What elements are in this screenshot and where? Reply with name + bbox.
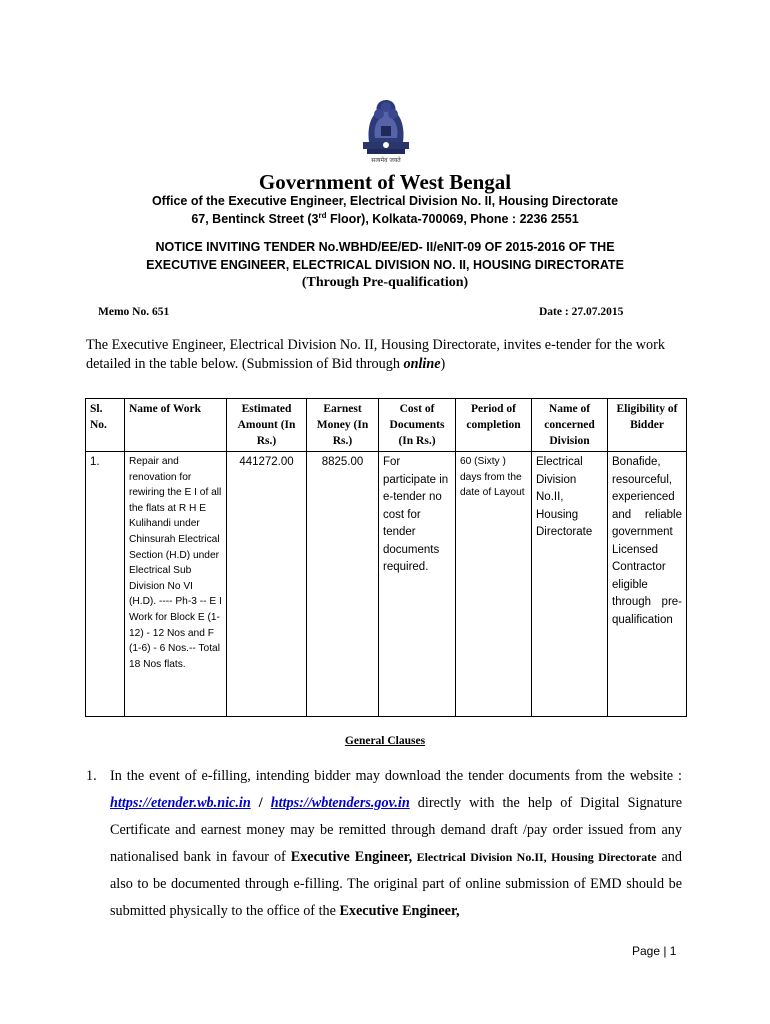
memo-date: Date : 27.07.2015: [539, 306, 624, 318]
cell-name-of-work: Repair and renovation for rewiring the E I of all the flats at R H E Kulihandi under Chinsurah Electrical Section (H.D) under Electrical Sub Division No VI (H.D). ---- Ph-3 -- E I Work for Block E (1-12) - 12 Nos and F (1-6) - 6 Nos.-- Total 18 Nos flats.: [125, 452, 227, 717]
tender-table: [85, 398, 687, 717]
header-concerned-division: Name of concerned Division: [532, 399, 608, 452]
clause-number: 1.: [86, 768, 97, 784]
etender-link[interactable]: https://etender.wb.nic.in: [110, 795, 251, 811]
clause-bold-3: Executive Engineer,: [339, 903, 460, 919]
wbtenders-link[interactable]: https://wbtenders.gov.in: [270, 795, 410, 811]
page-number: Page | 1: [632, 944, 677, 958]
header-sl-no: Sl. No.: [86, 399, 125, 452]
intro-text: The Executive Engineer, Electrical Division No. II, Housing Directorate, invites e-tender for the work detailed in the table below. (Submission of Bid through: [86, 337, 665, 372]
clause-text-3: and also to be documented through e-filling. The original part of online submission of EMD should be submitted physically to the office of the: [110, 849, 682, 919]
header-period-of-completion: Period of completion: [456, 399, 532, 452]
government-title: Government of West Bengal: [258, 170, 512, 194]
memo-number: Memo No. 651: [98, 306, 170, 318]
clause-text-1: In the event of e-filling, intending bidder may download the tender documents from the website :: [110, 768, 682, 784]
prequalification-note: (Through Pre-qualification): [301, 275, 469, 290]
cell-sl-no: 1.: [86, 452, 125, 717]
table-header-row: [86, 399, 687, 452]
clause-body: [110, 763, 682, 925]
office-line-2: [0, 211, 770, 226]
header-estimated-amount: Estimated Amount (In Rs.): [227, 399, 307, 452]
clause-1: [86, 763, 682, 925]
office-address-sup: rd: [318, 211, 327, 220]
svg-text:सत्यमेव जयते: सत्यमेव जयते: [371, 157, 401, 164]
clause-bold-2: Electrical Division No.II, Housing Directorate: [412, 850, 657, 864]
link-separator: /: [250, 795, 271, 811]
clause-bold-1: Executive Engineer,: [290, 849, 413, 865]
nit-line-2: EXECUTIVE ENGINEER, ELECTRICAL DIVISION NO. II, HOUSING DIRECTORATE: [146, 258, 624, 272]
cell-cost-of-documents: For participate in e-tender no cost for tender documents required.: [379, 452, 456, 717]
table-row: [86, 452, 687, 717]
nit-line-1: NOTICE INVITING TENDER No.WBHD/EE/ED- II/eNIT-09 OF 2015-2016 OF THE: [155, 240, 615, 254]
header-earnest-money: Earnest Money (In Rs.): [307, 399, 379, 452]
header-cost-of-documents: Cost of Documents (In Rs.): [379, 399, 456, 452]
intro-emphasis: online: [403, 356, 441, 372]
cell-earnest-money: 8825.00: [307, 452, 379, 717]
cell-period-of-completion: 60 (Sixty ) days from the date of Layout: [456, 452, 532, 717]
cell-estimated-amount: 441272.00: [227, 452, 307, 717]
state-emblem-icon: [353, 92, 419, 166]
intro-close: ): [440, 356, 446, 372]
clause-text-2: directly with the help of Digital Signature Certificate and earnest money may be remitted through demand draft /pay order issued from any nationalised bank in favour of: [110, 795, 682, 865]
office-line-1: Office of the Executive Engineer, Electrical Division No. II, Housing Directorate: [151, 194, 619, 208]
cell-concerned-division: Electrical Division No.II, Housing Directorate: [532, 452, 608, 717]
intro-paragraph: [86, 336, 686, 374]
header-eligibility: Eligibility of Bidder: [608, 399, 687, 452]
office-address-pre: 67, Bentinck Street (3: [191, 212, 319, 227]
office-address-post: Floor), Kolkata-700069, Phone : 2236 2551: [326, 212, 579, 227]
header-name-of-work: Name of Work: [125, 399, 227, 452]
cell-eligibility: Bonafide, resourceful, experienced and reliable government Licensed Contractor eligible through pre-qualification: [608, 452, 687, 717]
general-clauses-heading: General Clauses: [344, 735, 426, 747]
